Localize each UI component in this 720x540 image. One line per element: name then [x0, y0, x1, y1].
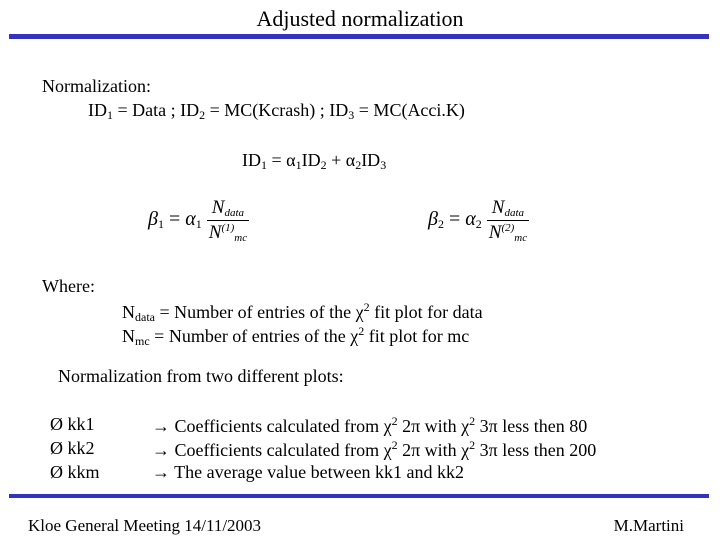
list-item-description: → Coefficients calculated from $\chi^2$ 2π with $\chi^2$ 3π less then 200 [152, 438, 597, 460]
footer-author: M.Martini [613, 516, 684, 535]
list-item: Ø kk1 [50, 414, 95, 434]
footer-meeting: Kloe General Meeting 14/11/2003 [28, 516, 262, 535]
two-plots-label: Normalization from two different plots: [58, 366, 344, 386]
right-arrow-icon: → [152, 462, 170, 482]
footer-divider [9, 494, 709, 498]
bullet-arrow-icon: Ø [50, 462, 63, 482]
list-item: Ø kkm [50, 462, 100, 482]
right-arrow-icon: → [152, 440, 170, 460]
normalization-label: Normalization: [42, 76, 151, 96]
fraction-bar [487, 220, 529, 221]
id-relation: $ID_1 = \alpha_1ID_2 + \alpha_2ID_3$ [242, 150, 387, 172]
fraction-bar [207, 220, 249, 221]
list-item-description: → Coefficients calculated from $\chi^2$ 2π with $\chi^2$ 3π less then 80 [152, 414, 588, 436]
right-arrow-icon: → [152, 416, 170, 436]
beta1-formula: $\beta_1 = \alpha_1$ $\frac{N_{data}}{N^{(1)}_{mc}}$ [148, 197, 248, 244]
beta1-fraction: $\frac{N_{data}}{N^{(1)}_{mc}}$ [208, 197, 248, 244]
beta2-fraction: $\frac{N_{data}}{N^{(2)}_{mc}}$ [488, 197, 528, 244]
list-item-description: → The average value between kk1 and kk2 [152, 462, 465, 482]
id-definitions: $ID_1$ = Data ; $ID_2$ = MC(Kcrash) ; $ID_3$ = MC(Acci.K) [88, 100, 465, 122]
bullet-arrow-icon: Ø [50, 414, 63, 434]
slide-title: Adjusted normalization [256, 6, 464, 31]
bullet-arrow-icon: Ø [50, 438, 63, 458]
list-item: Ø kk2 [50, 438, 95, 458]
where-label: Where: [42, 276, 95, 296]
nmc-definition: $N_{mc}$ = Number of entries of the $\chi^2$ fit plot for mc [122, 324, 470, 348]
beta2-formula: $\beta_2 = \alpha_2$ $\frac{N_{data}}{N^{(2)}_{mc}}$ [428, 197, 528, 244]
title-divider [9, 34, 709, 39]
ndata-definition: $N_{data}$ = Number of entries of the $\chi^2$ fit plot for data [122, 300, 483, 324]
